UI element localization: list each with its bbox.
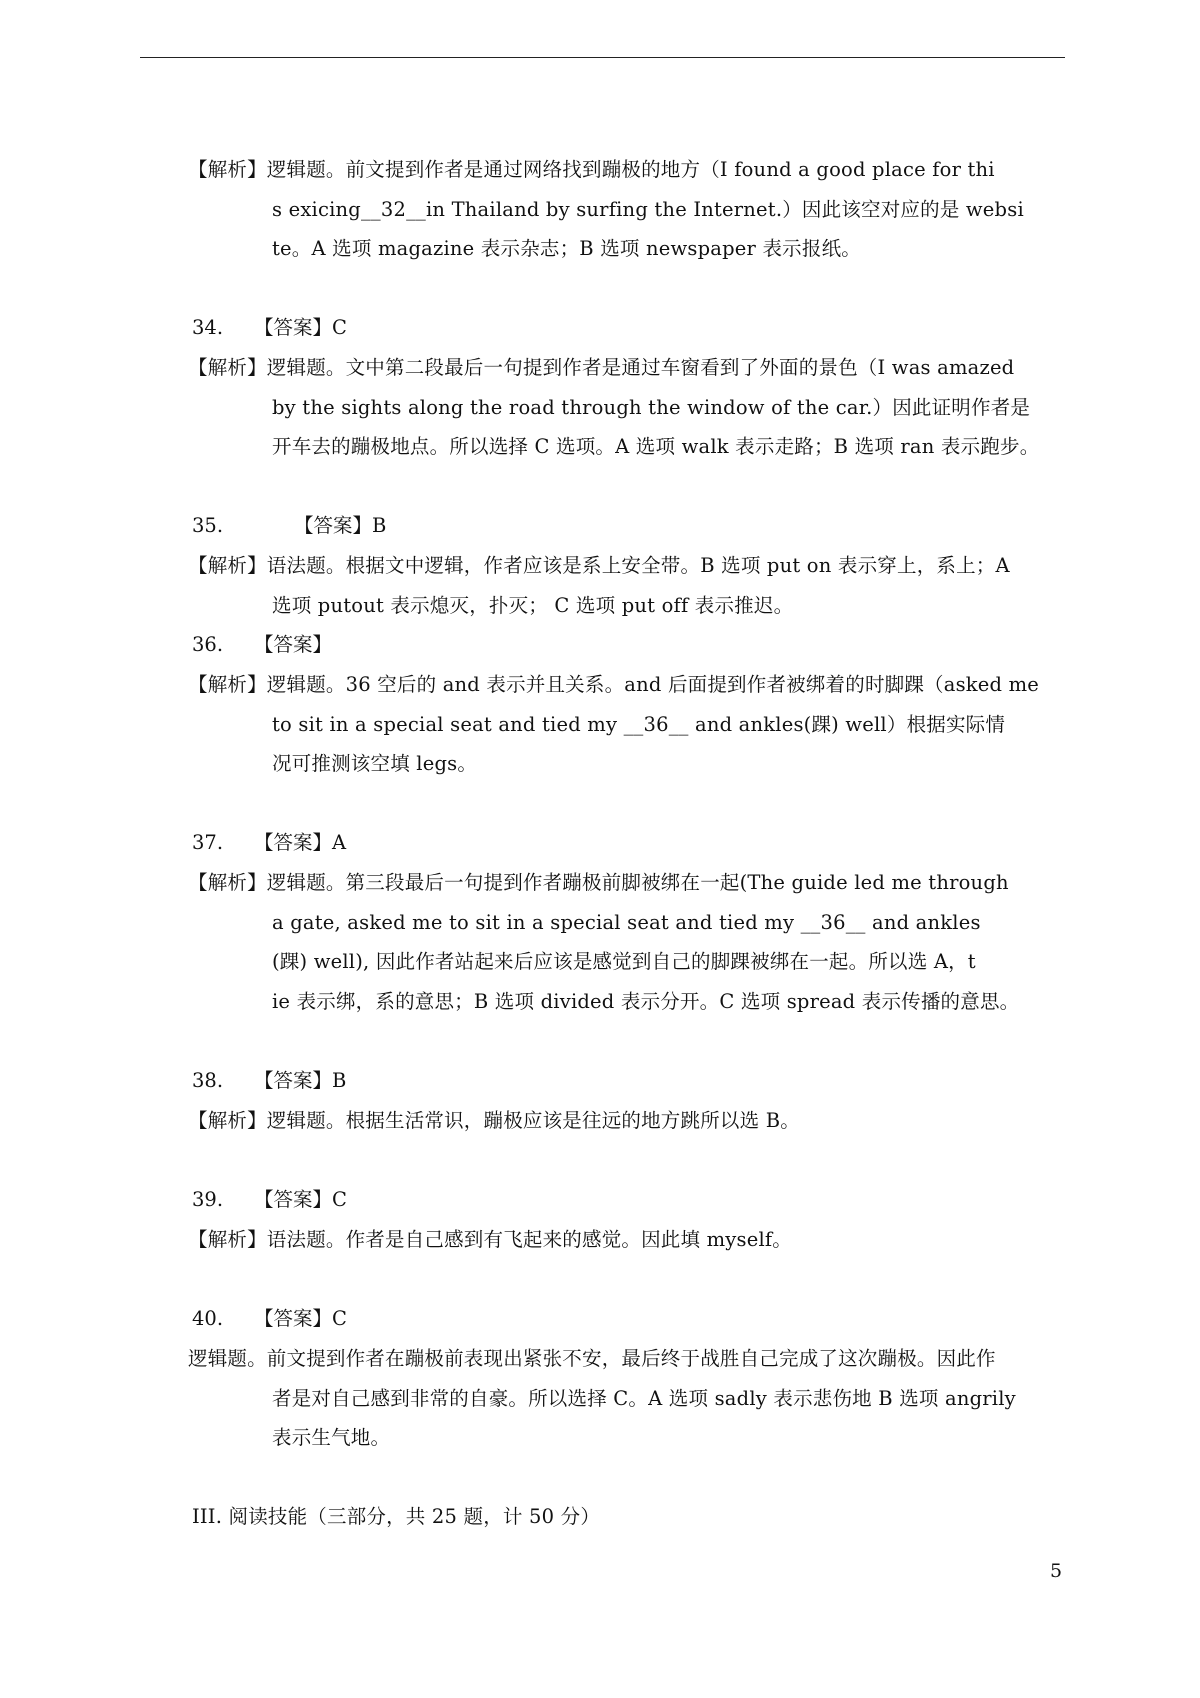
- analysis-line: 选项 putout 表示熄灭，扑灭； C 选项 put off 表示推迟。: [272, 593, 794, 617]
- answer-38: 【答案】B: [254, 1069, 347, 1092]
- analysis-line: by the sights along the road through the window of the car.）因此证明作者是: [272, 395, 1031, 419]
- answer-34: 【答案】C: [254, 316, 347, 339]
- answer-35: 【答案】B: [294, 514, 387, 537]
- question-number-36: 36.: [192, 633, 224, 656]
- analysis-line: 【解析】语法题。根据文中逻辑，作者应该是系上安全带。B 选项 put on 表示穿上，系上；A: [188, 554, 1010, 577]
- answer-39: 【答案】C: [254, 1188, 347, 1211]
- analysis-35: [188, 546, 1010, 625]
- analysis-34: [188, 348, 1039, 467]
- question-number-39: 39.: [192, 1188, 224, 1211]
- question-number-35: 35.: [192, 514, 224, 537]
- analysis-line: a gate, asked me to sit in a special seat and tied my __36__ and ankles: [272, 910, 981, 934]
- analysis-line: 【解析】逻辑题。第三段最后一句提到作者蹦极前脚被绑在一起(The guide led me through: [188, 871, 1009, 894]
- analysis-line: 开车去的蹦极地点。所以选择 C 选项。A 选项 walk 表示走路；B 选项 ran 表示跑步。: [272, 435, 1040, 458]
- analysis-line: 【解析】语法题。作者是自己感到有飞起来的感觉。因此填 myself。: [188, 1228, 793, 1251]
- analysis-38: [188, 1101, 800, 1141]
- header-rule: [140, 57, 1065, 58]
- analysis-39: [188, 1220, 792, 1260]
- analysis-line: 表示生气地。: [272, 1426, 391, 1449]
- analysis-line: (踝) well), 因此作者站起来后应该是感觉到自己的脚踝被绑在一起。所以选 A，t: [272, 950, 976, 973]
- analysis-line: 况可推测该空填 legs。: [272, 752, 478, 775]
- analysis-line: 逻辑题。前文提到作者在蹦极前表现出紧张不安，最后终于战胜自己完成了这次蹦极。因此作: [188, 1347, 996, 1370]
- analysis-line: 【解析】逻辑题。文中第二段最后一句提到作者是通过车窗看到了外面的景色（I was amazed: [188, 356, 1015, 379]
- question-number-40: 40.: [192, 1307, 224, 1330]
- analysis-line: s exicing__32__in Thailand by surfing the Internet.）因此该空对应的是 websi: [272, 197, 1024, 221]
- analysis-line: 【解析】逻辑题。36 空后的 and 表示并且关系。and 后面提到作者被绑着的时脚踝（asked me: [188, 673, 1040, 696]
- analysis-line: to sit in a special seat and tied my __36__ and ankles(踝) well）根据实际情: [272, 712, 1006, 736]
- analysis-line: te。A 选项 magazine 表示杂志；B 选项 newspaper 表示报纸。: [272, 237, 861, 260]
- answer-36: 【答案】: [254, 633, 333, 656]
- analysis-line: 【解析】逻辑题。前文提到作者是通过网络找到蹦极的地方（I found a good place for thi: [188, 158, 995, 181]
- answer-40: 【答案】C: [254, 1307, 347, 1330]
- analysis-36: [188, 665, 1039, 784]
- question-number-37: 37.: [192, 831, 224, 854]
- analysis-line: 者是对自己感到非常的自豪。所以选择 C。A 选项 sadly 表示悲伤地 B 选项 angrily: [272, 1386, 1016, 1410]
- analysis-line: ie 表示绑，系的意思；B 选项 divided 表示分开。C 选项 spread 表示传播的意思。: [272, 989, 1020, 1013]
- answer-37: 【答案】A: [254, 831, 347, 854]
- analysis-40: [188, 1339, 1016, 1458]
- analysis-line: 【解析】逻辑题。根据生活常识，蹦极应该是往远的地方跳所以选 B。: [188, 1109, 800, 1132]
- question-number-38: 38.: [192, 1069, 224, 1092]
- page-number: 5: [1050, 1560, 1063, 1582]
- question-number-34: 34.: [192, 316, 224, 339]
- analysis-33: [188, 150, 1024, 269]
- section-heading: III. 阅读技能（三部分，共 25 题，计 50 分）: [192, 1505, 601, 1528]
- analysis-37: [188, 863, 1019, 1021]
